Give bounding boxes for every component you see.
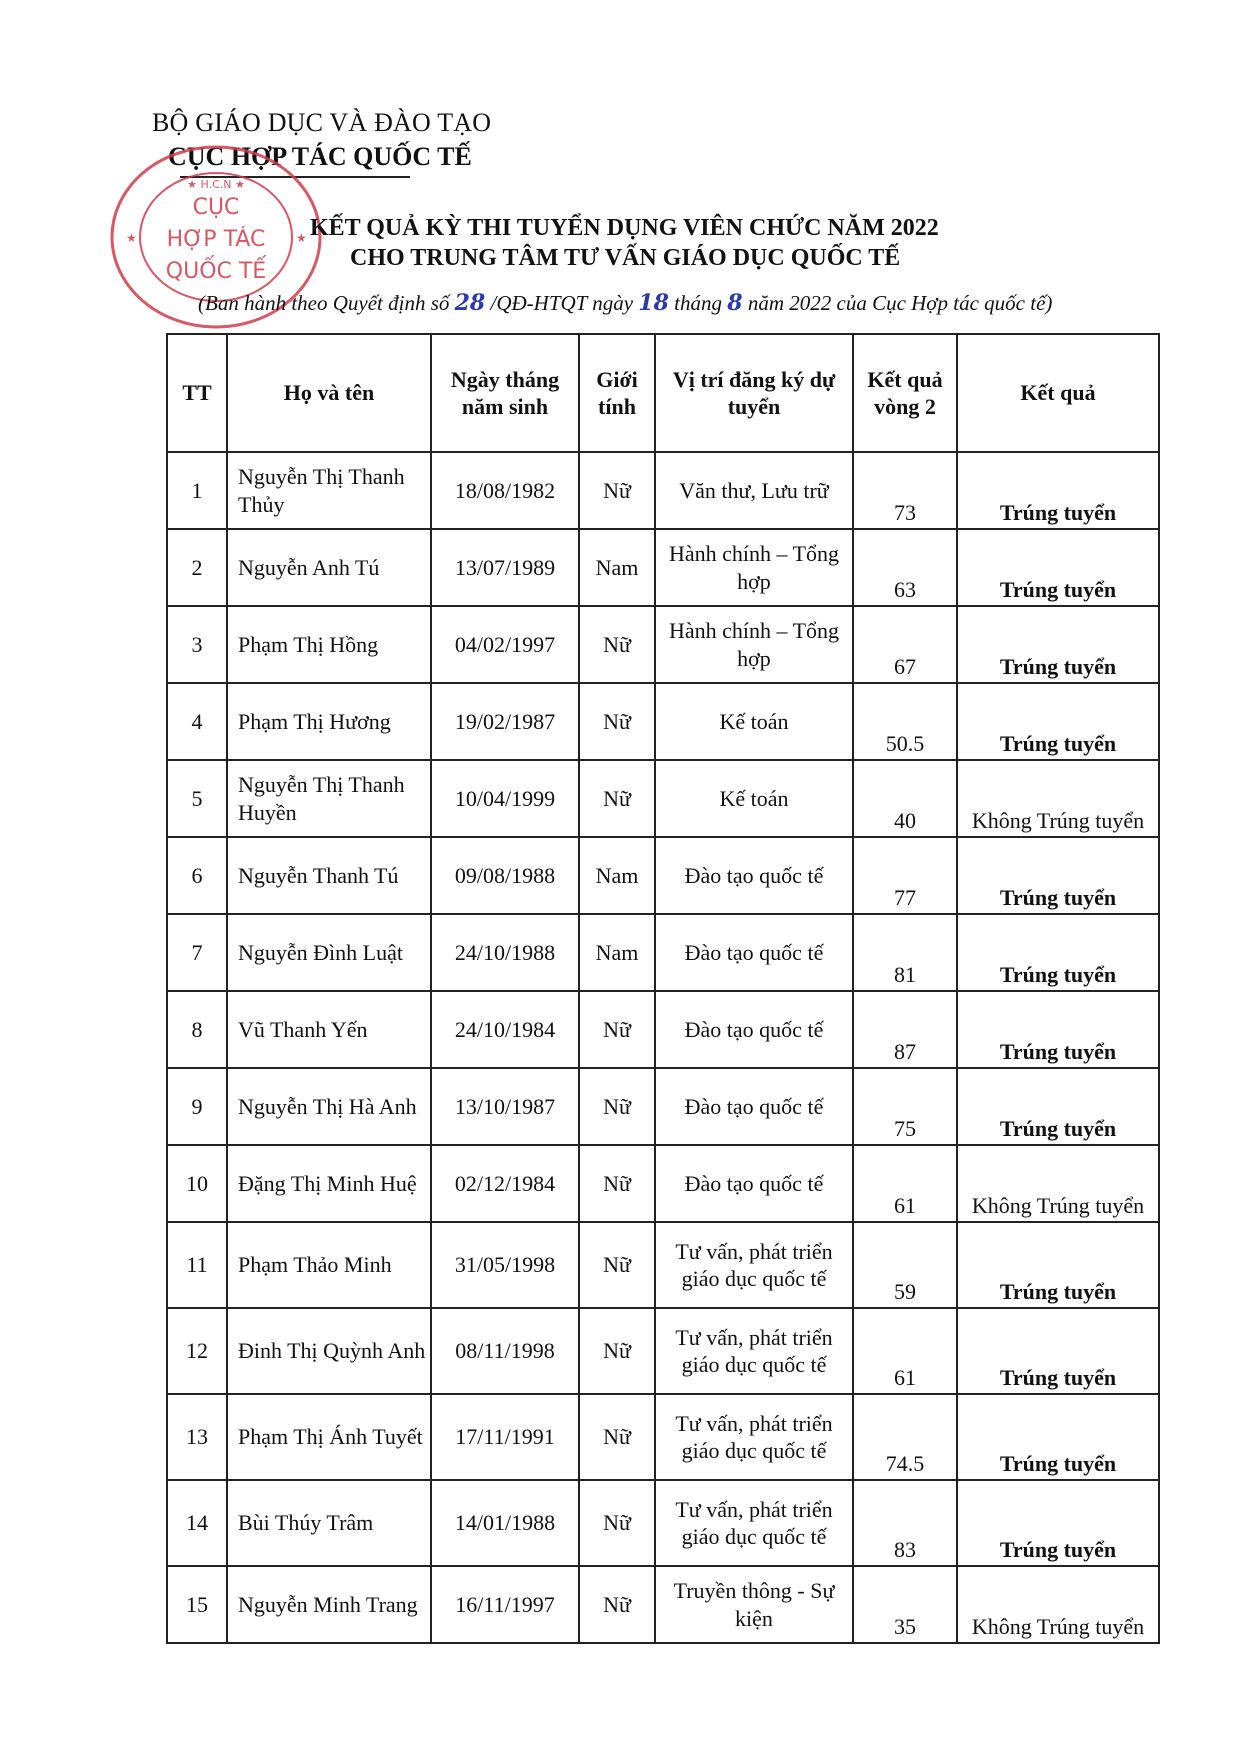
table-row [167,914,1159,991]
cell-position: Kế toán [655,683,853,760]
cell-score: 59 [853,1222,957,1308]
cell-name: Nguyễn Thị Hà Anh [227,1068,431,1145]
cell-result: Trúng tuyển [957,606,1159,683]
cell-result: Trúng tuyển [957,452,1159,529]
cell-result: Không Trúng tuyển [957,1145,1159,1222]
cell-result: Trúng tuyển [957,683,1159,760]
cell-gender: Nữ [579,760,655,837]
cell-score: 50.5 [853,683,957,760]
cell-name: Vũ Thanh Yến [227,991,431,1068]
cell-score: 40 [853,760,957,837]
svg-text:★: ★ [126,231,137,245]
table-row [167,1308,1159,1394]
cell-dob: 09/08/1988 [431,837,579,914]
cell-score: 77 [853,837,957,914]
cell-score: 63 [853,529,957,606]
cell-score: 61 [853,1308,957,1394]
table-row [167,1222,1159,1308]
cell-name: Phạm Thị Hồng [227,606,431,683]
col-result: Kết quả [957,334,1159,452]
table-header-row [167,334,1159,452]
table-row [167,529,1159,606]
cell-score: 67 [853,606,957,683]
cell-position: Tư vấn, phát triển giáo dục quốc tế [655,1394,853,1480]
table-row [167,1394,1159,1480]
table-row [167,683,1159,760]
cell-result: Trúng tuyển [957,529,1159,606]
cell-name: Đặng Thị Minh Huệ [227,1145,431,1222]
cell-dob: 24/10/1988 [431,914,579,991]
cell-tt: 15 [167,1566,227,1643]
cell-tt: 10 [167,1145,227,1222]
cell-gender: Nữ [579,606,655,683]
table-row [167,1480,1159,1566]
cell-gender: Nữ [579,1566,655,1643]
cell-position: Đào tạo quốc tế [655,914,853,991]
decree-number: 28 [454,290,486,316]
cell-gender: Nam [579,529,655,606]
cell-score: 87 [853,991,957,1068]
cell-name: Nguyễn Thanh Tú [227,837,431,914]
cell-result: Không Trúng tuyển [957,1566,1159,1643]
table-row [167,452,1159,529]
cell-score: 73 [853,452,957,529]
cell-name: Nguyễn Đình Luật [227,914,431,991]
cell-tt: 2 [167,529,227,606]
svg-text:★: ★ [296,231,307,245]
cell-result: Trúng tuyển [957,1068,1159,1145]
cell-gender: Nam [579,914,655,991]
cell-score: 61 [853,1145,957,1222]
cell-score: 83 [853,1480,957,1566]
cell-name: Phạm Thảo Minh [227,1222,431,1308]
decree-day: 18 [638,290,669,316]
col-dob: Ngày tháng năm sinh [431,334,579,452]
cell-gender: Nữ [579,991,655,1068]
cell-gender: Nữ [579,1068,655,1145]
table-row [167,837,1159,914]
title-line-1: KẾT QUẢ KỲ THI TUYỂN DỤNG VIÊN CHỨC NĂM 2022 [310,215,939,241]
cell-dob: 18/08/1982 [431,452,579,529]
cell-position: Tư vấn, phát triển giáo dục quốc tế [655,1308,853,1394]
table-row [167,1566,1159,1643]
cell-dob: 13/07/1989 [431,529,579,606]
cell-dob: 10/04/1999 [431,760,579,837]
col-name: Họ và tên [227,334,431,452]
col-tt: TT [167,334,227,452]
cell-position: Tư vấn, phát triển giáo dục quốc tế [655,1222,853,1308]
table-row [167,1145,1159,1222]
svg-text:★ H.C.N ★: ★ H.C.N ★ [187,178,245,191]
table-row [167,991,1159,1068]
title-line-2: CHO TRUNG TÂM TƯ VẤN GIÁO DỤC QUỐC TẾ [350,245,901,271]
cell-tt: 9 [167,1068,227,1145]
cell-tt: 3 [167,606,227,683]
col-position: Vị trí đăng ký dự tuyển [655,334,853,452]
cell-result: Trúng tuyển [957,991,1159,1068]
cell-result: Không Trúng tuyển [957,760,1159,837]
cell-tt: 7 [167,914,227,991]
cell-tt: 8 [167,991,227,1068]
col-gender: Giới tính [579,334,655,452]
cell-position: Văn thư, Lưu trữ [655,452,853,529]
cell-result: Trúng tuyển [957,837,1159,914]
cell-dob: 04/02/1997 [431,606,579,683]
decree-reference: (Ban hành theo Quyết định số 28 /QĐ-HTQT ngày 18 tháng 8 năm 2022 của Cục Hợp tác quốc tế) [198,290,1053,316]
table-row [167,760,1159,837]
cell-score: 75 [853,1068,957,1145]
cell-result: Trúng tuyển [957,1222,1159,1308]
cell-position: Đào tạo quốc tế [655,991,853,1068]
col-score: Kết quả vòng 2 [853,334,957,452]
table-row [167,606,1159,683]
cell-position: Kế toán [655,760,853,837]
cell-name: Bùi Thúy Trâm [227,1480,431,1566]
cell-dob: 16/11/1997 [431,1566,579,1643]
cell-gender: Nam [579,837,655,914]
cell-name: Nguyễn Thị Thanh Thủy [227,452,431,529]
cell-position: Truyền thông - Sự kiện [655,1566,853,1643]
cell-score: 81 [853,914,957,991]
cell-name: Phạm Thị Hương [227,683,431,760]
cell-position: Tư vấn, phát triển giáo dục quốc tế [655,1480,853,1566]
cell-tt: 13 [167,1394,227,1480]
cell-result: Trúng tuyển [957,1394,1159,1480]
cell-dob: 02/12/1984 [431,1145,579,1222]
cell-position: Đào tạo quốc tế [655,1145,853,1222]
seal-text-3: QUỐC TẾ [165,259,267,284]
seal-text-1: CỤC [192,195,240,220]
cell-tt: 11 [167,1222,227,1308]
cell-gender: Nữ [579,1145,655,1222]
cell-tt: 6 [167,837,227,914]
cell-gender: Nữ [579,1480,655,1566]
cell-tt: 5 [167,760,227,837]
cell-score: 74.5 [853,1394,957,1480]
results-table [166,333,1160,1644]
cell-tt: 12 [167,1308,227,1394]
cell-gender: Nữ [579,1222,655,1308]
cell-gender: Nữ [579,1394,655,1480]
department-name: CỤC HỢP TÁC QUỐC TẾ [168,142,472,171]
cell-tt: 14 [167,1480,227,1566]
cell-position: Hành chính – Tổng hợp [655,529,853,606]
cell-gender: Nữ [579,1308,655,1394]
cell-name: Nguyễn Minh Trang [227,1566,431,1643]
decree-month: 8 [727,290,743,316]
cell-result: Trúng tuyển [957,914,1159,991]
cell-result: Trúng tuyển [957,1308,1159,1394]
cell-dob: 13/10/1987 [431,1068,579,1145]
cell-name: Đinh Thị Quỳnh Anh [227,1308,431,1394]
seal-text-2: HỢP TÁC [166,227,266,252]
cell-tt: 1 [167,452,227,529]
cell-dob: 24/10/1984 [431,991,579,1068]
cell-dob: 31/05/1998 [431,1222,579,1308]
cell-name: Nguyễn Anh Tú [227,529,431,606]
cell-position: Đào tạo quốc tế [655,837,853,914]
cell-position: Hành chính – Tổng hợp [655,606,853,683]
cell-dob: 08/11/1998 [431,1308,579,1394]
ministry-name: BỘ GIÁO DỤC VÀ ĐÀO TẠO [152,108,492,137]
cell-gender: Nữ [579,683,655,760]
cell-dob: 19/02/1987 [431,683,579,760]
cell-name: Nguyễn Thị Thanh Huyền [227,760,431,837]
cell-dob: 17/11/1991 [431,1394,579,1480]
cell-dob: 14/01/1988 [431,1480,579,1566]
table-row [167,1068,1159,1145]
cell-tt: 4 [167,683,227,760]
cell-position: Đào tạo quốc tế [655,1068,853,1145]
cell-result: Trúng tuyển [957,1480,1159,1566]
cell-score: 35 [853,1566,957,1643]
cell-name: Phạm Thị Ánh Tuyết [227,1394,431,1480]
cell-gender: Nữ [579,452,655,529]
